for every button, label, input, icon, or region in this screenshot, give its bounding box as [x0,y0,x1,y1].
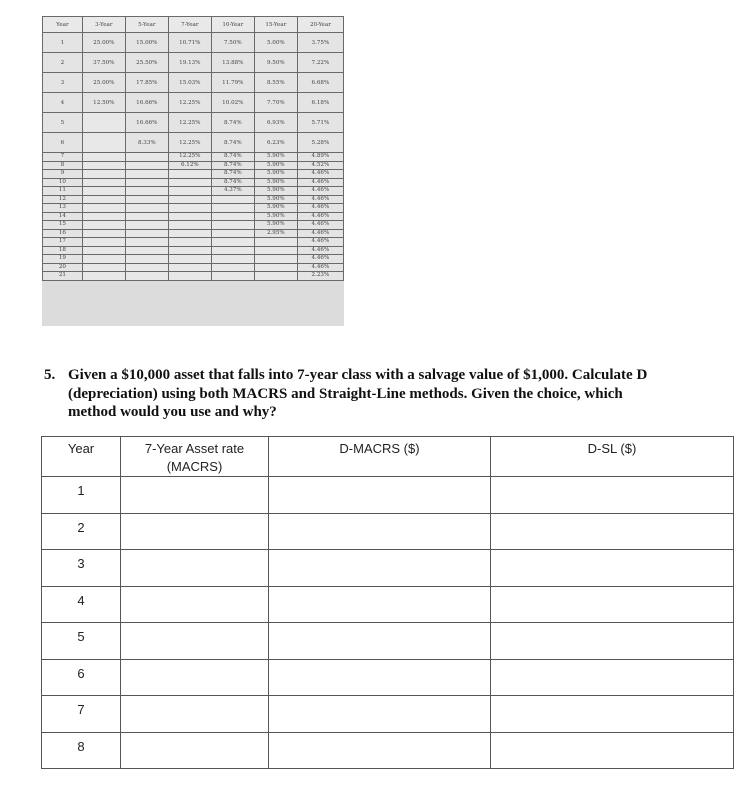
macrs-rate-cell [125,204,168,213]
answer-year-cell: 3 [42,550,121,587]
macrs-rate-cell [168,263,211,272]
answer-d-macrs-cell[interactable] [269,477,491,514]
macrs-rate-cell: 4.46% [297,212,343,221]
macrs-rate-cell [125,153,168,162]
macrs-row [43,255,344,264]
macrs-year-cell: 9 [43,170,83,179]
macrs-rate-cell [82,178,125,187]
macrs-rate-cell [211,195,254,204]
answer-year-cell: 8 [42,732,121,769]
macrs-rate-cell [82,195,125,204]
answer-rate-cell[interactable] [121,623,269,660]
macrs-rate-cell: 2.95% [254,229,297,238]
macrs-rate-cell: 6.23% [254,133,297,153]
answer-rate-cell[interactable] [121,513,269,550]
macrs-rate-cell: 4.37% [211,187,254,196]
macrs-rate-cell [125,178,168,187]
macrs-rate-cell [211,255,254,264]
macrs-rate-cell: 25.50% [125,53,168,73]
macrs-rate-cell [168,255,211,264]
macrs-rate-cell [82,170,125,179]
macrs-rate-cell: 37.50% [82,53,125,73]
macrs-rate-cell [125,255,168,264]
answer-header-row [42,437,734,477]
macrs-row [43,204,344,213]
answer-d-sl-cell[interactable] [491,696,734,733]
macrs-header-cell: 15-Year [254,17,297,33]
macrs-row [43,93,344,113]
answer-year-cell: 1 [42,477,121,514]
macrs-header-cell: 20-Year [297,17,343,33]
macrs-rate-cell [211,212,254,221]
macrs-year-cell: 4 [43,93,83,113]
macrs-rate-cell: 12.25% [168,93,211,113]
macrs-rate-cell [168,178,211,187]
macrs-rate-cell [168,246,211,255]
macrs-rate-cell [82,161,125,170]
answer-d-sl-cell[interactable] [491,732,734,769]
macrs-row [43,170,344,179]
answer-row [42,513,734,550]
answer-d-sl-cell[interactable] [491,477,734,514]
macrs-rate-cell [254,238,297,247]
answer-d-macrs-cell[interactable] [269,586,491,623]
macrs-rate-cell [125,170,168,179]
macrs-rate-cell: 2.23% [297,272,343,281]
macrs-rate-cell: 5.90% [254,170,297,179]
macrs-rate-cell [168,238,211,247]
macrs-rate-cell [125,272,168,281]
macrs-rate-cell: 5.90% [254,221,297,230]
macrs-rate-cell [168,229,211,238]
macrs-header-cell: 3-Year [82,17,125,33]
macrs-rate-cell [125,238,168,247]
macrs-row [43,212,344,221]
macrs-year-cell: 5 [43,113,83,133]
macrs-rate-cell: 8.74% [211,178,254,187]
macrs-rate-cell: 5.28% [297,133,343,153]
macrs-rate-cell: 9.50% [254,53,297,73]
macrs-row [43,221,344,230]
macrs-rate-cell [211,221,254,230]
macrs-row [43,272,344,281]
macrs-year-cell: 11 [43,187,83,196]
answer-d-macrs-cell[interactable] [269,550,491,587]
macrs-row [43,161,344,170]
answer-d-macrs-cell[interactable] [269,696,491,733]
answer-d-macrs-cell[interactable] [269,659,491,696]
macrs-year-cell: 12 [43,195,83,204]
macrs-rate-cell: 19.13% [168,53,211,73]
answer-row [42,659,734,696]
answer-table-body [42,477,734,769]
macrs-row [43,238,344,247]
macrs-year-cell: 13 [43,204,83,213]
macrs-rate-cell: 5.90% [254,204,297,213]
macrs-year-cell: 15 [43,221,83,230]
macrs-rate-cell: 25.00% [82,33,125,53]
macrs-year-cell: 6 [43,133,83,153]
macrs-rate-cell [125,263,168,272]
macrs-rate-cell: 5.90% [254,187,297,196]
answer-d-sl-cell[interactable] [491,659,734,696]
macrs-year-cell: 7 [43,153,83,162]
macrs-rate-cell [168,187,211,196]
macrs-rate-cell: 4.46% [297,195,343,204]
answer-rate-cell[interactable] [121,550,269,587]
macrs-rate-cell: 5.90% [254,161,297,170]
macrs-rate-cell [168,195,211,204]
macrs-rate-cell: 3.75% [297,33,343,53]
answer-row [42,586,734,623]
macrs-year-cell: 1 [43,33,83,53]
macrs-rate-cell: 5.90% [254,212,297,221]
macrs-rate-cell: 5.71% [297,113,343,133]
macrs-rate-cell: 8.74% [211,133,254,153]
macrs-rate-cell: 11.79% [211,73,254,93]
macrs-row [43,53,344,73]
macrs-rate-cell: 5.90% [254,153,297,162]
macrs-year-cell: 10 [43,178,83,187]
macrs-rate-cell [125,161,168,170]
macrs-rate-cell: 6.93% [254,113,297,133]
macrs-rate-cell [82,153,125,162]
macrs-row [43,187,344,196]
macrs-table-body [43,33,344,281]
macrs-rate-cell [254,246,297,255]
answer-d-macrs-cell[interactable] [269,623,491,660]
macrs-rate-cell: 15.03% [168,73,211,93]
macrs-rate-cell [82,246,125,255]
answer-header-d-macrs: D-MACRS ($) [269,437,491,477]
macrs-header-cell: Year [43,17,83,33]
answer-header-d-sl: D-SL ($) [491,437,734,477]
macrs-rate-cell [211,204,254,213]
macrs-rate-cell [254,255,297,264]
macrs-rate-cell [168,204,211,213]
macrs-rate-cell: 12.25% [168,133,211,153]
macrs-rate-cell [82,272,125,281]
macrs-rate-cell: 4.46% [297,263,343,272]
macrs-rate-cell: 12.25% [168,153,211,162]
macrs-rate-cell [82,238,125,247]
macrs-rate-cell [82,187,125,196]
macrs-rate-cell [125,212,168,221]
question-number: 5. [44,367,56,383]
macrs-rate-cell: 16.66% [125,93,168,113]
macrs-rate-cell: 7.70% [254,93,297,113]
macrs-year-cell: 3 [43,73,83,93]
macrs-rate-cell: 4.46% [297,187,343,196]
answer-row [42,696,734,733]
answer-d-sl-cell[interactable] [491,623,734,660]
answer-d-macrs-cell[interactable] [269,513,491,550]
macrs-rate-cell: 16.66% [125,113,168,133]
macrs-rate-cell: 4.46% [297,255,343,264]
question-block [44,366,674,422]
macrs-year-cell: 8 [43,161,83,170]
answer-d-macrs-cell[interactable] [269,732,491,769]
answer-year-cell: 4 [42,586,121,623]
macrs-year-cell: 19 [43,255,83,264]
answer-row [42,732,734,769]
macrs-rate-cell [125,195,168,204]
answer-header-year: Year [42,437,121,477]
macrs-row [43,153,344,162]
macrs-rate-cell [254,272,297,281]
macrs-rate-cell: 8.33% [125,133,168,153]
macrs-year-cell: 17 [43,238,83,247]
macrs-year-cell: 16 [43,229,83,238]
macrs-rate-cell: 8.74% [211,161,254,170]
macrs-rate-cell: 8.55% [254,73,297,93]
macrs-rate-cell [82,221,125,230]
macrs-rate-table [42,16,344,281]
answer-d-sl-cell[interactable] [491,513,734,550]
answer-header-rate: 7-Year Asset rate (MACRS) [121,437,269,477]
macrs-rate-cell [125,246,168,255]
macrs-rate-cell: 8.74% [211,170,254,179]
answer-rate-cell[interactable] [121,659,269,696]
answer-year-cell: 5 [42,623,121,660]
macrs-rate-cell [82,229,125,238]
macrs-rate-cell [125,187,168,196]
macrs-rate-cell [82,204,125,213]
answer-table [41,436,734,769]
macrs-rate-cell: 4.46% [297,204,343,213]
macrs-rate-cell: 4.89% [297,153,343,162]
macrs-rate-cell [125,221,168,230]
answer-row [42,477,734,514]
macrs-rate-cell [82,212,125,221]
answer-rate-cell[interactable] [121,696,269,733]
macrs-rate-cell: 25.00% [82,73,125,93]
macrs-rate-cell: 10.71% [168,33,211,53]
answer-year-cell: 6 [42,659,121,696]
macrs-year-cell: 21 [43,272,83,281]
answer-d-sl-cell[interactable] [491,550,734,587]
answer-year-cell: 7 [42,696,121,733]
macrs-rate-cell [82,133,125,153]
answer-rate-cell[interactable] [121,477,269,514]
macrs-rate-cell: 4.46% [297,246,343,255]
macrs-rate-cell: 12.50% [82,93,125,113]
macrs-row [43,133,344,153]
macrs-rate-cell: 5.90% [254,195,297,204]
macrs-rate-cell: 15.00% [125,33,168,53]
macrs-rate-cell [168,170,211,179]
macrs-year-cell: 14 [43,212,83,221]
macrs-year-cell: 18 [43,246,83,255]
macrs-rate-cell: 7.22% [297,53,343,73]
macrs-row [43,195,344,204]
answer-rate-cell[interactable] [121,586,269,623]
macrs-rate-cell [211,229,254,238]
macrs-rate-cell: 6.18% [297,93,343,113]
macrs-rate-cell: 4.46% [297,221,343,230]
macrs-rate-cell: 10.02% [211,93,254,113]
macrs-rate-cell: 12.25% [168,113,211,133]
macrs-header-cell: 7-Year [168,17,211,33]
macrs-header-cell: 10-Year [211,17,254,33]
macrs-rate-cell: 17.85% [125,73,168,93]
macrs-rate-cell: 6.68% [297,73,343,93]
macrs-rate-cell: 4.46% [297,178,343,187]
macrs-row [43,229,344,238]
macrs-rate-cell: 4.46% [297,170,343,179]
macrs-header-row [43,17,344,33]
answer-row [42,550,734,587]
macrs-rate-table-image [42,16,344,326]
macrs-rate-cell [82,263,125,272]
macrs-rate-cell [168,272,211,281]
answer-row [42,623,734,660]
macrs-rate-cell [211,246,254,255]
macrs-rate-cell: 6.12% [168,161,211,170]
macrs-rate-cell [211,272,254,281]
macrs-rate-cell: 5.00% [254,33,297,53]
macrs-row [43,73,344,93]
macrs-row [43,263,344,272]
macrs-rate-cell: 4.46% [297,238,343,247]
macrs-row [43,178,344,187]
macrs-rate-cell [254,263,297,272]
macrs-rate-cell: 8.74% [211,113,254,133]
macrs-row [43,246,344,255]
answer-d-sl-cell[interactable] [491,586,734,623]
macrs-year-cell: 2 [43,53,83,73]
macrs-rate-cell [168,212,211,221]
macrs-rate-cell: 5.90% [254,178,297,187]
macrs-row [43,113,344,133]
macrs-header-cell: 5-Year [125,17,168,33]
macrs-year-cell: 20 [43,263,83,272]
macrs-rate-cell [125,229,168,238]
question-text: Given a $10,000 asset that falls into 7-year class with a salvage value of $1,000. Calculate D (depreciation) using both MACRS and Straight-Line methods. Given the choice, which method would you use and why? [68,367,648,420]
macrs-rate-cell: 4.46% [297,229,343,238]
macrs-rate-cell [211,263,254,272]
macrs-rate-cell: 8.74% [211,153,254,162]
macrs-rate-cell [211,238,254,247]
macrs-rate-cell [168,221,211,230]
macrs-rate-cell: 7.50% [211,33,254,53]
macrs-rate-cell [82,113,125,133]
macrs-rate-cell: 4.52% [297,161,343,170]
macrs-row [43,33,344,53]
answer-rate-cell[interactable] [121,732,269,769]
macrs-rate-cell: 13.88% [211,53,254,73]
macrs-rate-cell [82,255,125,264]
answer-year-cell: 2 [42,513,121,550]
